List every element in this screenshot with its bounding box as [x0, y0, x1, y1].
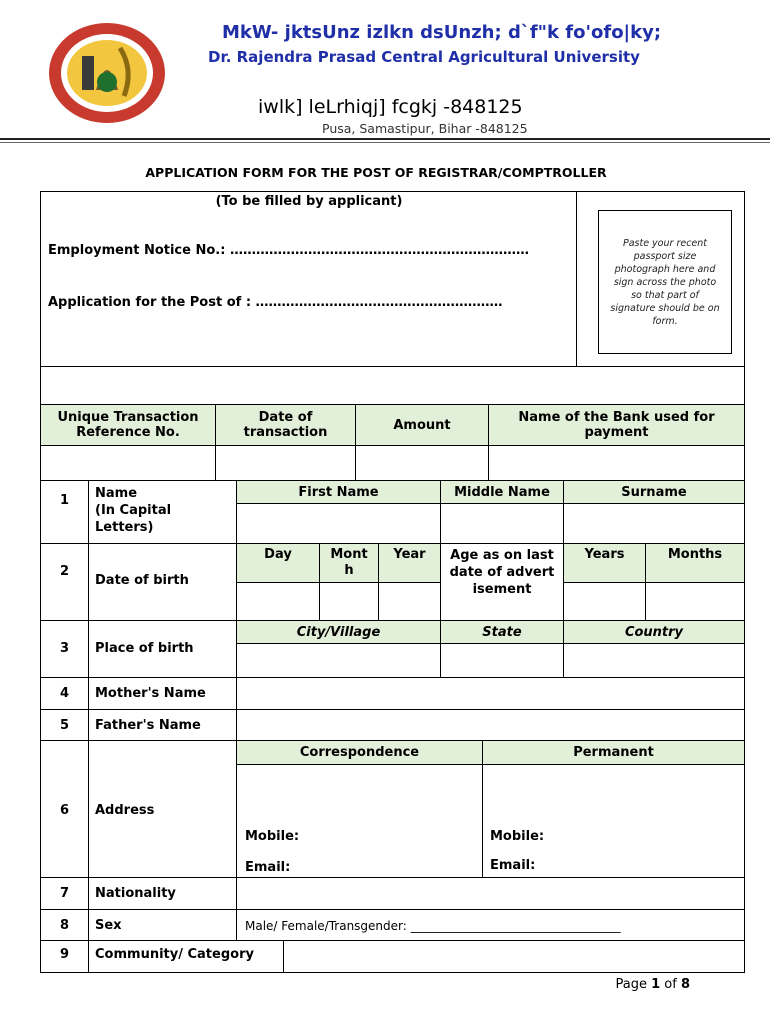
- first-name-header: First Name: [236, 480, 441, 504]
- fathers-name-label: Father's Name: [88, 709, 237, 741]
- row-6-number: 6: [40, 740, 89, 878]
- middle-name-input[interactable]: [440, 503, 564, 544]
- permanent-header: Permanent: [482, 740, 745, 765]
- surname-input[interactable]: [563, 503, 745, 544]
- photo-instructions: Paste your recent passport size photograph here and sign across the photo so that part of signature should be on form.: [610, 237, 720, 327]
- middle-name-header: Middle Name: [440, 480, 564, 504]
- payment-header-date: Date of transaction: [215, 404, 356, 446]
- correspondence-header: Correspondence: [236, 740, 483, 765]
- dob-year-header: Year: [378, 543, 441, 583]
- row-2-number: 2: [40, 543, 89, 621]
- mothers-name-label: Mother's Name: [88, 677, 237, 710]
- age-months-input[interactable]: [645, 582, 745, 621]
- transaction-date-input[interactable]: [215, 445, 356, 481]
- sex-label: Sex: [88, 909, 237, 941]
- utr-input[interactable]: [40, 445, 216, 481]
- community-label: Community/ Category: [88, 940, 284, 973]
- location-english: Pusa, Samastipur, Bihar -848125: [322, 121, 528, 136]
- photo-box[interactable]: [598, 210, 732, 354]
- row-7-number: 7: [40, 877, 89, 910]
- header-divider: [0, 138, 770, 140]
- location-hindi: iwlk] leLrhiqj] fcgkj -848125: [258, 96, 523, 118]
- row-9-number: 9: [40, 940, 89, 973]
- city-header: City/Village: [236, 620, 441, 644]
- dob-label: Date of birth: [88, 543, 237, 621]
- state-input[interactable]: [440, 643, 564, 678]
- row-3-number: 3: [40, 620, 89, 678]
- dob-day-input[interactable]: [236, 582, 320, 621]
- university-english-title: Dr. Rajendra Prasad Central Agricultural University: [208, 48, 640, 66]
- row-8-number: 8: [40, 909, 89, 941]
- notice-number-field[interactable]: Employment Notice No.: ……………………………………………………………: [48, 243, 529, 258]
- permanent-mobile-label: Mobile:: [490, 829, 545, 844]
- address-label: Address: [88, 740, 237, 878]
- bank-name-input[interactable]: [488, 445, 745, 481]
- correspondence-mobile-label: Mobile:: [245, 829, 300, 844]
- payment-header-amount: Amount: [355, 404, 489, 446]
- header-divider-thin: [0, 142, 770, 143]
- correspondence-email-label: Email:: [245, 860, 291, 875]
- blank-row: [40, 366, 745, 405]
- amount-input[interactable]: [355, 445, 489, 481]
- first-name-input[interactable]: [236, 503, 441, 544]
- community-input[interactable]: [283, 940, 745, 973]
- filled-by-note: (To be filled by applicant): [215, 194, 403, 209]
- country-input[interactable]: [563, 643, 745, 678]
- age-years-input[interactable]: [563, 582, 646, 621]
- dob-day-header: Day: [236, 543, 320, 583]
- row-1-number: 1: [40, 480, 89, 544]
- row-5-number: 5: [40, 709, 89, 741]
- nationality-label: Nationality: [88, 877, 237, 910]
- age-as-on-label: Age as on last date of advertisement: [440, 543, 564, 621]
- post-applied-field[interactable]: Application for the Post of : …………………………………………………: [48, 295, 503, 310]
- name-label: Name (In Capital Letters): [88, 480, 237, 544]
- permanent-email-label: Email:: [490, 858, 536, 873]
- dob-month-header: Month: [319, 543, 379, 583]
- dob-year-input[interactable]: [378, 582, 441, 621]
- university-logo: [44, 20, 170, 126]
- place-of-birth-label: Place of birth: [88, 620, 237, 678]
- city-input[interactable]: [236, 643, 441, 678]
- dob-month-input[interactable]: [319, 582, 379, 621]
- mothers-name-input[interactable]: [236, 677, 745, 710]
- page-number: Page 1 of 8: [615, 977, 690, 992]
- form-title: APPLICATION FORM FOR THE POST OF REGISTRAR/COMPTROLLER: [145, 165, 607, 180]
- nationality-input[interactable]: [236, 877, 745, 910]
- fathers-name-input[interactable]: [236, 709, 745, 741]
- payment-header-utr: Unique Transaction Reference No.: [40, 404, 216, 446]
- sex-input[interactable]: Male/ Female/Transgender: ___________________________________: [236, 909, 745, 941]
- age-years-header: Years: [563, 543, 646, 583]
- country-header: Country: [563, 620, 745, 644]
- payment-header-bank: Name of the Bank used for payment: [488, 404, 745, 446]
- age-months-header: Months: [645, 543, 745, 583]
- row-4-number: 4: [40, 677, 89, 710]
- state-header: State: [440, 620, 564, 644]
- university-hindi-title: MkW- jktsUnz izlkn dsUnzh; d`f"k fo'ofo|ky;: [222, 22, 662, 43]
- surname-header: Surname: [563, 480, 745, 504]
